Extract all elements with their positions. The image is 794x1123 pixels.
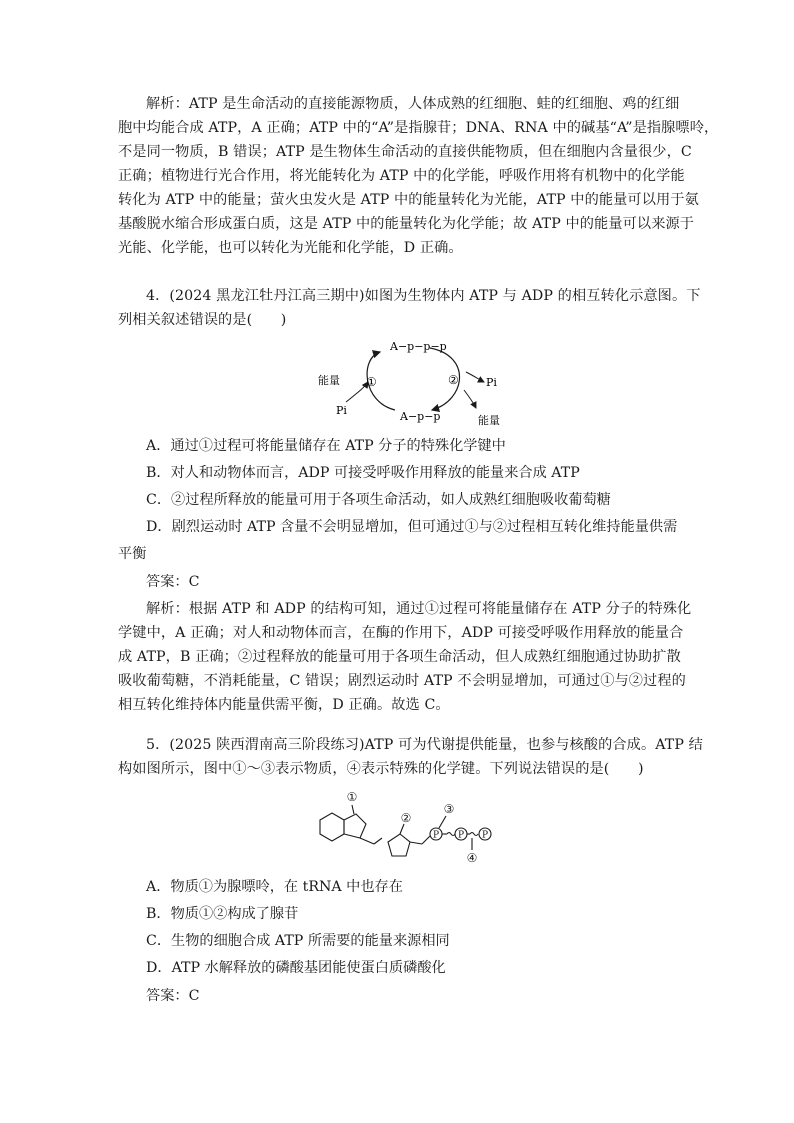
q4-option-c: C．②过程所释放的能量可用于各项生命活动，如人成熟红细胞吸收葡萄糖	[146, 492, 611, 508]
energy-in-label: 能量	[318, 374, 340, 387]
text-line: 解析：ATP 是生命活动的直接能源物质，人体成熟的红细胞、蛙的红细胞、鸡的红细	[146, 96, 680, 112]
pentagon-ring-base	[344, 814, 366, 838]
question-5-stem	[118, 733, 703, 781]
phosphate-label: P	[432, 830, 440, 841]
arrow-pi-out	[466, 372, 484, 382]
atp-adp-cycle-diagram	[300, 336, 520, 432]
text-line: 胞中均能合成 ATP，A 正确；ATP 中的“A”是指腺苷；DNA、RNA 中的碱基“A”是指腺嘌呤，	[118, 120, 719, 136]
adp-label: A−p−p	[400, 410, 441, 423]
arrow-pi-in	[346, 382, 368, 402]
q4-option-a: A．通过①过程可将能量储存在 ATP 分子的特殊化学键中	[146, 438, 506, 454]
pi-in-label: Pi	[336, 404, 347, 417]
structure-label-3: ③	[443, 802, 455, 816]
q4-analysis	[118, 597, 692, 717]
text-line: 列相关叙述错误的是( )	[118, 312, 287, 328]
atp-structure-diagram	[306, 786, 506, 872]
q5-option-d: D．ATP 水解释放的磷酸基团能使蛋白质磷酸化	[146, 960, 446, 976]
text-line: 构如图所示，图中①～③表示物质，④表示特殊的化学键。下列说法错误的是( )	[118, 761, 644, 777]
text-line: 吸收葡萄糖，不消耗能量，C 错误；剧烈运动时 ATP 不会明显增加，可通过①与②过程的	[118, 673, 686, 689]
text-line: 4．(2024 黑龙江牡丹江高三期中)如图为生物体内 ATP 与 ADP 的相互转化示意图。下	[146, 288, 701, 304]
text-line: 相互转化维持体内能量供需平衡，D 正确。故选 C。	[118, 697, 450, 713]
analysis-block-q3	[118, 92, 719, 260]
step-2-label: ②	[448, 373, 459, 387]
q4-option-d-continued: 平衡	[118, 546, 147, 562]
text-line: 正确；植物进行光合作用，将光能转化为 ATP 中的化学能，呼吸作用将有机物中的化学能	[118, 168, 685, 184]
pi-out-label: Pi	[486, 376, 497, 389]
question-4-stem	[118, 284, 701, 332]
q4-answer: 答案：C	[146, 574, 200, 590]
structure-label-4: ④	[466, 851, 478, 865]
text-line: 不是同一物质，B 错误；ATP 是生物体生命活动的直接供能物质，但在细胞内含量很少，C	[118, 144, 692, 160]
q5-option-c: C．生物的细胞合成 ATP 所需要的能量来源相同	[146, 933, 450, 949]
phosphate-label: P	[481, 830, 489, 841]
text-line: 成 ATP，B 正确；②过程释放的能量可用于各项生命活动，但人成熟红细胞通过协助扩散	[118, 649, 681, 665]
step-1-label: ①	[366, 375, 377, 389]
q4-option-d: D．剧烈运动时 ATP 含量不会明显增加，但可通过①与②过程相互转化维持能量供需	[146, 519, 678, 535]
q4-option-b: B．对人和动物体而言，ADP 可接受呼吸作用释放的能量来合成 ATP	[146, 465, 580, 481]
arrow-energy-out	[464, 390, 476, 408]
structure-label-2: ②	[400, 811, 412, 825]
hexagon-ring	[320, 813, 344, 841]
text-line: 解析：根据 ATP 和 ADP 的结构可知，通过①过程可将能量储存在 ATP 分子的特殊化	[146, 601, 692, 617]
text-line: 转化为 ATP 中的能量；萤火虫发火是 ATP 中的能量转化为光能，ATP 中的能量可以用于氨	[118, 192, 699, 208]
text-line: 基酸脱水缩合形成蛋白质，这是 ATP 中的能量转化为化学能；故 ATP 中的能量可以来源于	[118, 216, 695, 232]
phosphate-label: P	[457, 830, 465, 841]
text-line: 光能、化学能，也可以转化为光能和化学能，D 正确。	[118, 240, 463, 256]
special-bond-2	[470, 833, 478, 836]
text-line: 5．(2025 陕西渭南高三阶段练习)ATP 可为代谢提供能量，也参与核酸的合成。ATP 结	[146, 737, 703, 753]
q5-option-a: A．物质①为腺嘌呤，在 tRNA 中也存在	[146, 879, 403, 895]
special-bond-1	[447, 833, 455, 836]
q5-option-b: B．物质①②构成了腺苷	[146, 906, 299, 922]
energy-out-label: 能量	[478, 414, 500, 427]
ribose-ring	[388, 834, 410, 856]
q5-answer: 答案：C	[146, 988, 200, 1004]
structure-label-1: ①	[346, 790, 358, 804]
atp-label: A−p−p−p	[390, 340, 447, 353]
text-line: 学键中，A 正确；对人和动物体而言，在酶的作用下，ADP 可接受呼吸作用释放的能量合	[118, 625, 684, 641]
